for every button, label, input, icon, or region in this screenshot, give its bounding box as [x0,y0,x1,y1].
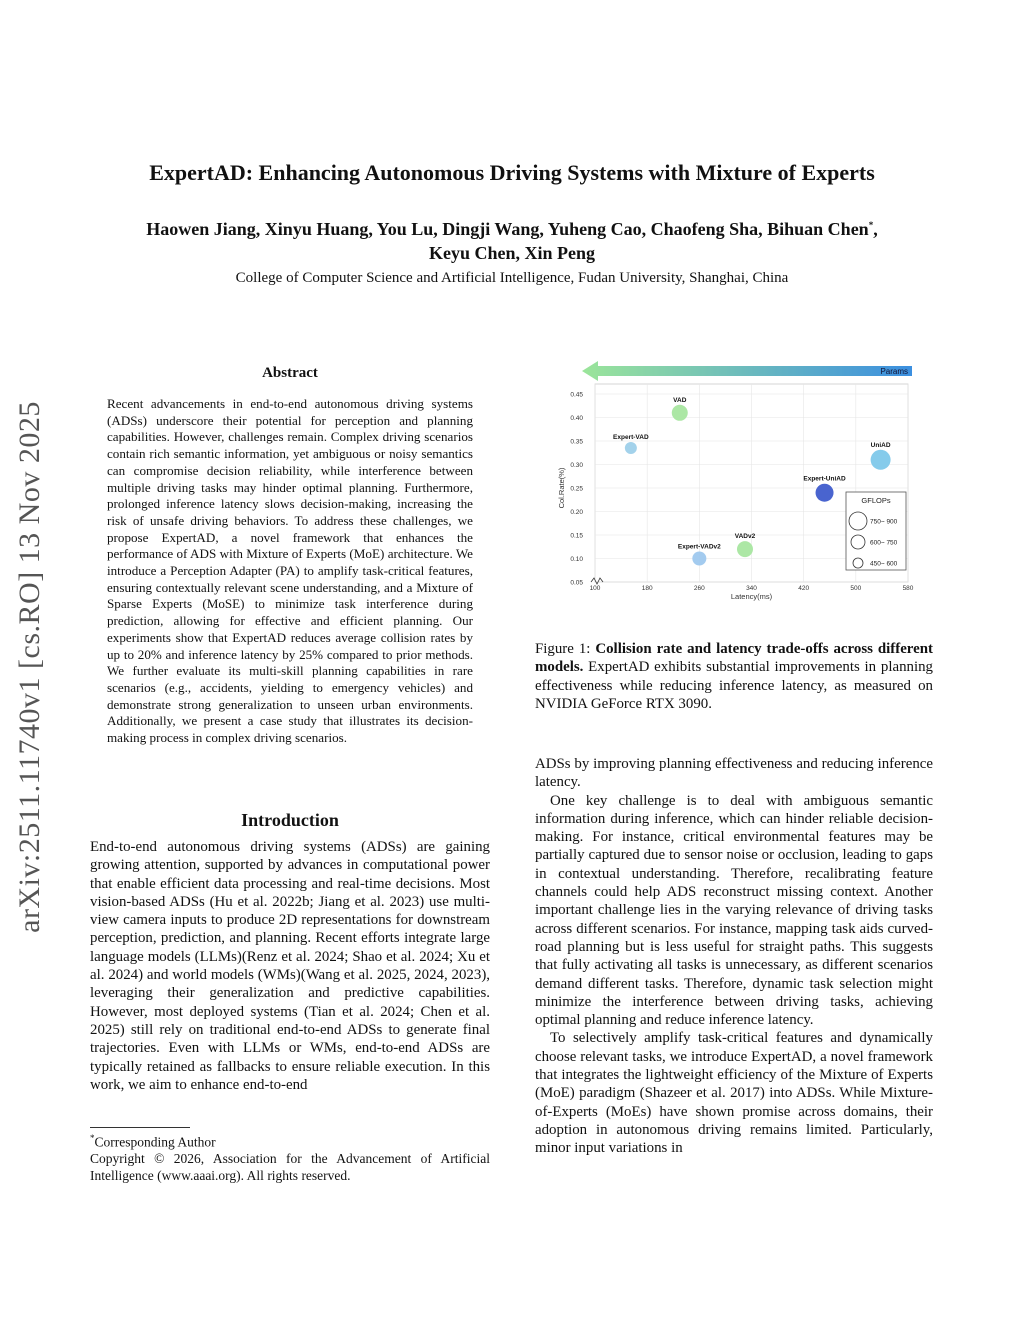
legend-label: 750~ 900 [870,518,898,526]
params-label: Params [880,367,908,376]
caption-bold: Collision rate and latency trade-offs across different models. [535,641,934,676]
x-tick-label: 580 [902,585,914,592]
footnote-rule [90,1127,190,1128]
data-point-expert-uniad [816,484,834,502]
y-tick-label: 0.05 [570,579,583,587]
y-tick-label: 0.45 [570,391,583,399]
paragraph-2: One key challenge is to deal with ambiguous semantic information during inference, which can hinder reliable decision-making. For instance, critical environmental features may be partially captured due to sensor noise or occlusion, leading to gaps in contextual understanding. Therefore, recalibrating feature channels could help ADS reconstruct missing context. Another important challenge lies in the varying relevance of driving tasks across different scenarios. For instance, mapping task aids curved-road planning but is less useful for straight paths. This suggests that fully activating all tasks is unnecessary, as different scenarios demand different tasks. Therefore, dynamic task selection might minimize the interference between driving tasks, achieving optimal planning and reduce inference latency. [535,792,933,1029]
caption-label: Figure 1: [535,641,596,657]
data-label: Expert-VADv2 [677,543,721,551]
footnote-text: Corresponding Author [94,1134,216,1150]
data-point-vad [672,405,688,421]
authors-line-2: Keyu Chen, Xin Peng [428,243,596,263]
data-point-expert-vadv2 [692,552,706,566]
introduction-text: End-to-end autonomous driving systems (ADSs) are gaining growing attention, supported by advances in computational power that enable efficient data processing and real-time decisions. Most vision-based ADSs (Hu et al. 2022b; Jiang et al. 2023) use multi-view camera inputs to produce 2D representations for downstream perception, prediction, and planning. Recent efforts integrate large language models (LLMs)(Renz et al. 2024; Shao et al. 2024; Xu et al. 2024) and world models (WMs)(Wang et al. 2025, 2024, 2023), leveraging their generalization and predictive capabilities. However, most deployed systems (Tian et al. 2024; Chen et al. 2025) still rely on traditional end-to-end ADSs to generate final trajectories. Even with LLMs or WMs, end-to-end ADSs are typically retained as fallbacks to ensure reliable execution. In this work, we aim to enhance end-to-end [90,839,490,1093]
authors-line-1: Haowen Jiang, Xinyu Huang, You Lu, Dingji Wang, Yuheng Cao, Chaofeng Sha, Bihuan Chen [146,219,869,239]
params-arrow [582,361,912,381]
caption-rest: ExpertAD exhibits substantial improvements in planning effectiveness while reducing inference latency, as measured on NVIDIA GeForce RTX 3090. [535,659,933,712]
figure-caption [535,640,933,713]
data-label: VAD [673,396,687,404]
axis-break-mark [591,578,603,584]
author-list [80,213,944,265]
y-tick-label: 0.40 [570,415,583,422]
data-point-expert-vad [625,442,637,454]
arxiv-identifier: arXiv:2511.11740v1 [cs.RO] 13 Nov 2025 [13,401,46,933]
affiliation: College of Computer Science and Artificial Intelligence, Fudan University, Shanghai, China [235,270,789,286]
y-tick-label: 0.35 [570,438,583,446]
y-tick-label: 0.30 [570,462,583,469]
x-tick-label: 100 [589,585,601,592]
paragraph-1: ADSs by improving planning effectiveness and reducing inference latency. [535,756,933,791]
right-column-text [535,755,933,1158]
copyright-notice: Copyright © 2026, Association for the Advancement of Artificial Intelligence (www.aaai.org). All rights reserved. [90,1151,490,1183]
footnote-mark: * [90,1133,95,1143]
y-tick-label: 0.25 [570,485,583,493]
paper-title: ExpertAD: Enhancing Autonomous Driving Systems with Mixture of Experts [149,160,875,185]
x-tick-label: 340 [746,585,757,592]
legend-swatch [851,535,865,549]
data-label: Expert-UniAD [803,475,846,483]
x-tick-label: 500 [850,585,862,592]
footnote [90,1130,490,1184]
legend-swatch [849,512,867,530]
legend-swatch [853,558,863,568]
collision-latency-chart [540,358,930,620]
data-point-uniad [871,450,891,470]
x-axis-label: Latency(ms) [730,592,773,601]
data-point-vadv2 [737,541,753,557]
corresponding-author-note [90,1130,490,1151]
abstract-text: Recent advancements in end-to-end autonomous driving systems (ADSs) underscore their potential for perception and planning capabilities. However, challenges remain. Complex driving scenarios contain rich semantic information, yet ambiguous or noisy semantics can compromise decision reliability, while interference between multiple driving tasks may hinder optimal planning. Furthermore, prolonged inference latency slows decision-making, increasing the risk of unsafe driving behaviors. To address these challenges, we propose ExpertAD, a novel framework that enhances the performance of ADS with Mixture of Experts (MoE) architecture. We introduce a Perception Adapter (PA) to amplify task-critical features, ensuring contextually relevant scene understanding, and a Mixture of Sparse Experts (MoSE) to minimize task interference during prediction, allowing for effective and efficient planning. Our experiments show that ExpertAD reduces average collision rates by up to 20% and inference latency by 25% compared to prior methods. We further evaluate its multi-skill planning capabilities in rare scenarios (e.g., accidents, yielding to emergency vehicles) and demonstrate strong generalization to unseen urban environments. Additionally, we present a case study that illustrates its decision-making process in complex driving scenarios. [107,396,473,746]
paragraph-3: To selectively amplify task-critical features and dynamically choose relevant tasks, we introduce ExpertAD, a novel framework that integrates the lightweight efficiency of the Mixture of Experts (MoE) paradigm (Shazeer et al. 2017) into ADSs. While Mixture-of-Experts (MoEs) have shown promise across domains, their adoption in autonomous driving remains limited. Particularly, minor input variations in [535,1030,933,1157]
corresponding-mark: * [868,220,874,230]
legend-label: 450~ 600 [870,560,898,568]
y-axis-label: Col.Rate(%) [557,467,566,509]
x-tick-label: 420 [798,585,810,592]
abstract-heading: Abstract [262,365,318,381]
x-tick-label: 260 [693,585,705,592]
introduction-heading: Introduction [241,810,339,830]
y-tick-label: 0.15 [570,532,583,540]
x-tick-label: 180 [641,585,653,592]
legend-title: GFLOPs [861,496,891,505]
data-label: UniAD [870,441,891,449]
data-label: Expert-VAD [613,434,649,442]
y-tick-label: 0.10 [570,556,583,563]
authors-comma: , [873,219,878,239]
y-tick-label: 0.20 [570,509,583,516]
legend-label: 600~ 750 [870,539,898,547]
data-label: VADv2 [734,533,756,541]
